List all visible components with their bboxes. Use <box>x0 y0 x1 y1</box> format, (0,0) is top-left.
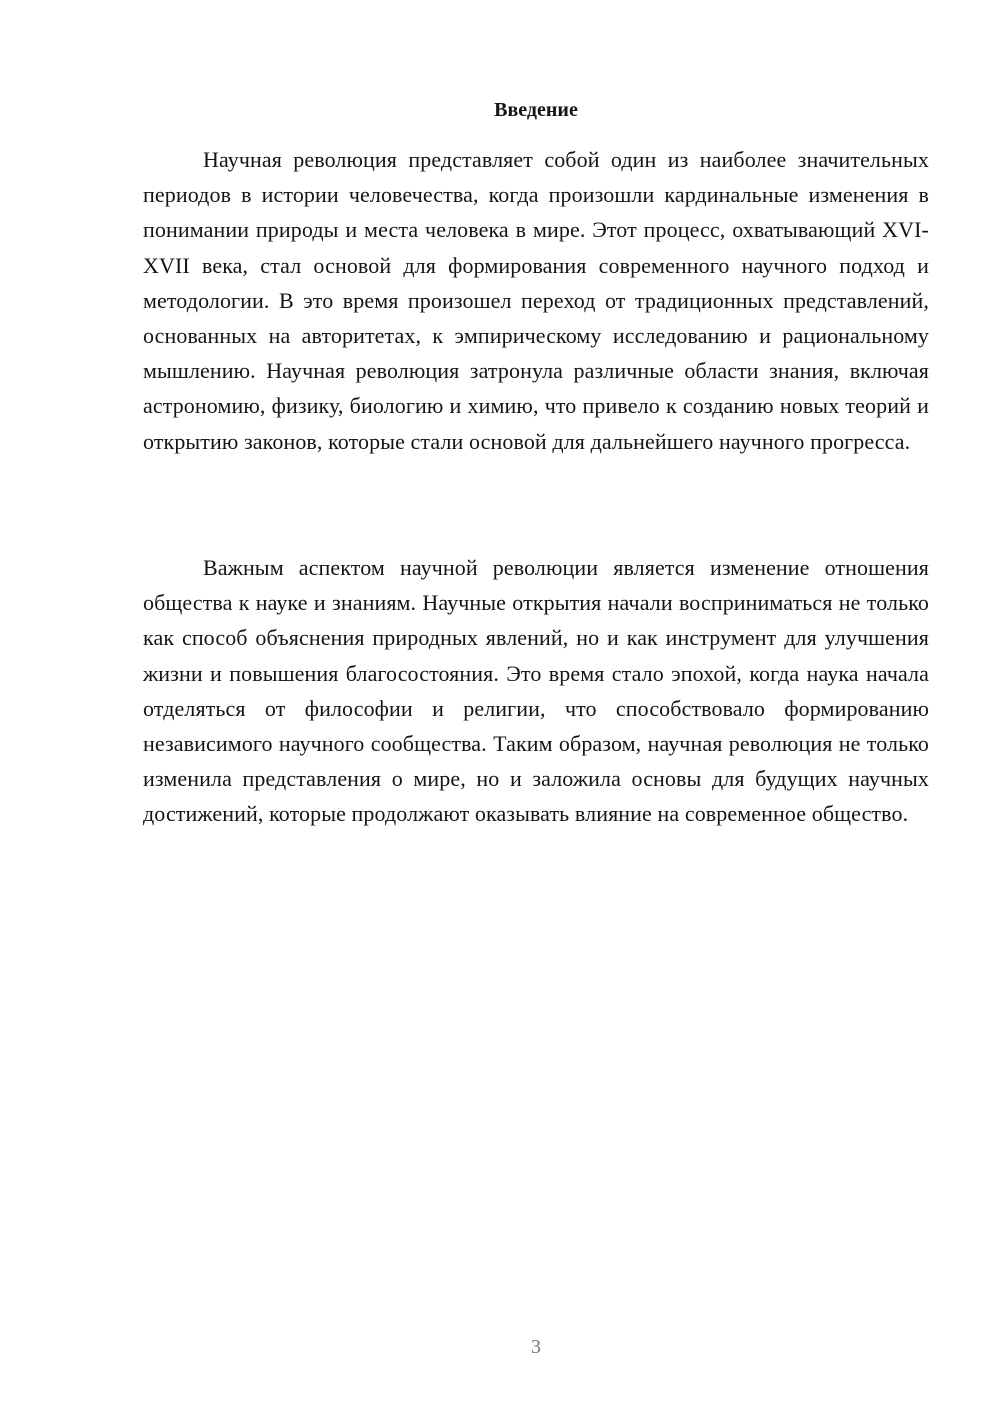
paragraph-block <box>143 142 929 459</box>
paragraph: Важным аспектом научной революции является изменение отношения общества к науке и знаниям. Научные открытия начали восприниматься не только как способ объяснения природных явлений, но и как инструмент для улучшения жизни и повышения благосостояния. Это время стало эпохой, когда наука начала отделяться от философии и религии, что способствовало формированию независимого научного сообщества. Таким образом, научная революция не только изменила представления о мире, но и заложила основы для будущих научных достижений, которые продолжают оказывать влияние на современное общество. <box>143 555 929 827</box>
paragraph: Научная революция представляет собой один из наиболее значительных периодов в истории человечества, когда произошли кардинальные изменения в понимании природы и места человека в мире. Этот процесс, охватывающий XVI-XVII века, стал основой для формирования современного научного подход и методологии. В это время произошел переход от традиционных представлений, основанных на авторитетах, к эмпирическому исследованию и рациональному мышлению. Научная революция затронула различные области знания, включая астрономию, физику, биологию и химию, что привело к созданию новых теорий и открытию законов, которые стали основой для дальнейшего научного прогресса. <box>143 147 929 454</box>
section-title: Введение <box>494 99 578 121</box>
page-number: 3 <box>531 1336 541 1358</box>
paragraph-block <box>143 550 929 832</box>
